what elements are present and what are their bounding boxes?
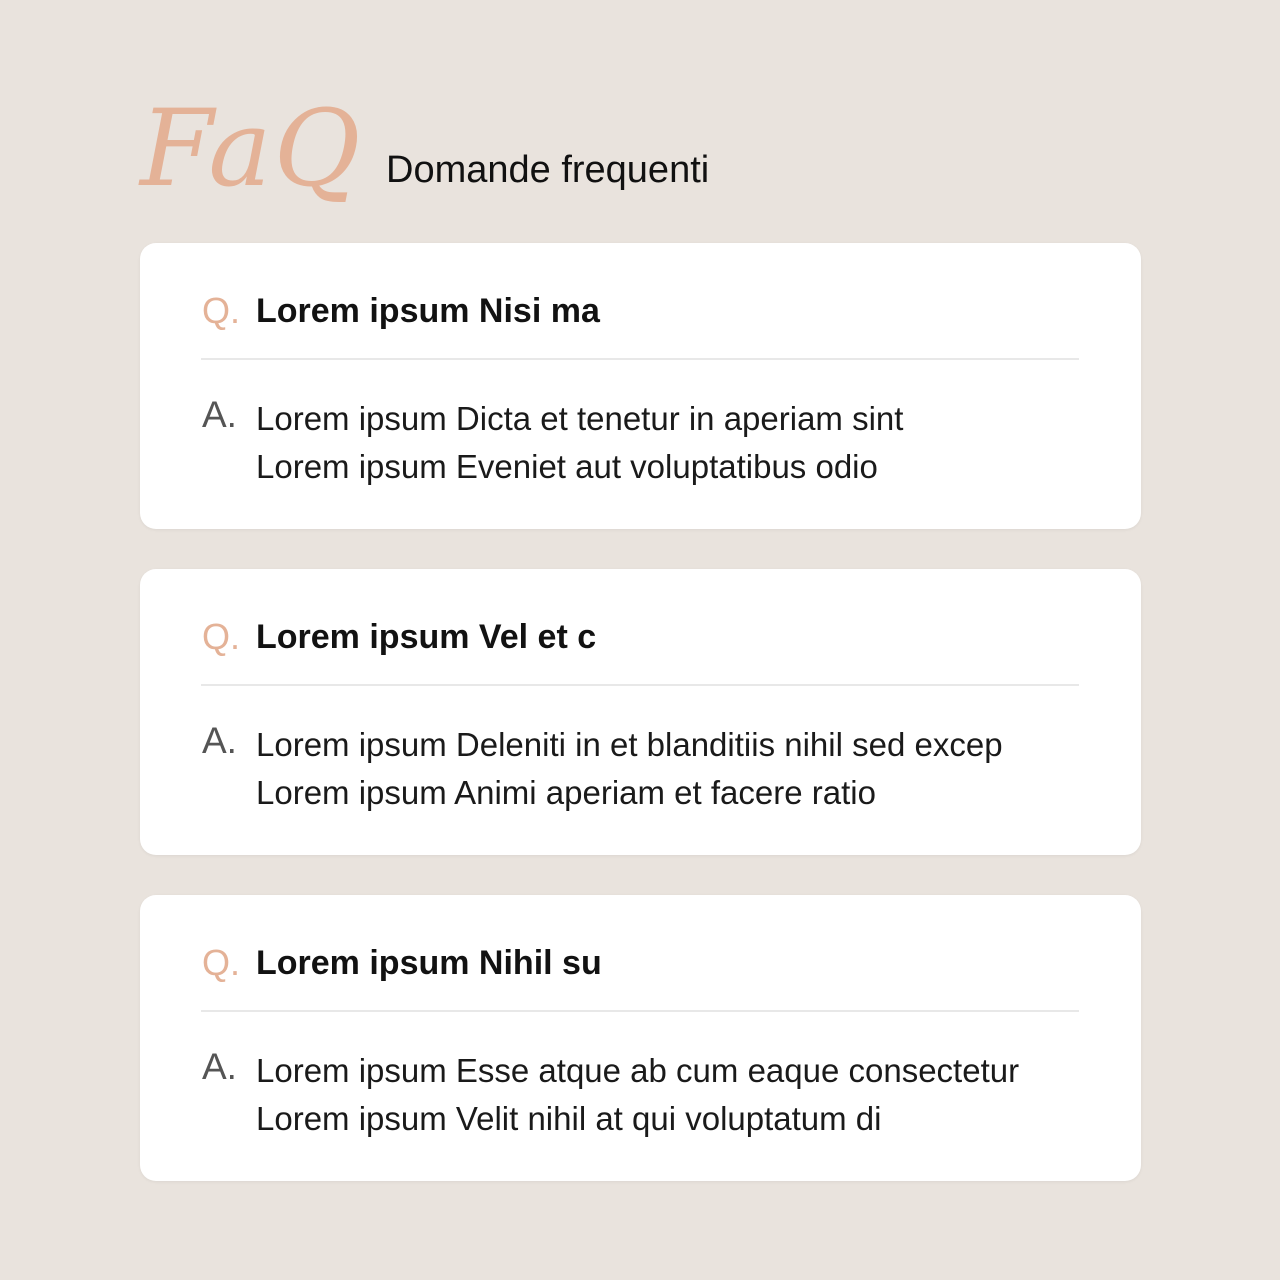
question-text: Lorem ipsum Nisi ma: [256, 292, 600, 330]
answer-marker: A.: [202, 720, 237, 761]
divider: [201, 358, 1079, 360]
page-subtitle: Domande frequenti: [386, 149, 710, 191]
page-header: [140, 87, 1140, 210]
divider: [201, 684, 1079, 686]
answer-marker: A.: [202, 394, 237, 435]
answer-line: Lorem ipsum Deleniti in et blanditiis nihil sed excep: [256, 726, 1003, 763]
question-text: Lorem ipsum Nihil su: [256, 944, 602, 982]
faq-card: [140, 569, 1141, 855]
question-marker: Q.: [202, 942, 241, 983]
answer-text: [256, 1047, 1116, 1143]
answer-text: [256, 721, 1116, 817]
answer-line: Lorem ipsum Dicta et tenetur in aperiam sint: [256, 400, 904, 437]
faq-card: [140, 243, 1141, 529]
faq-logo: FaQ: [140, 87, 363, 210]
answer-line: Lorem ipsum Esse atque ab cum eaque consectetur: [256, 1052, 1020, 1089]
divider: [201, 1010, 1079, 1012]
answer-marker: A.: [202, 1046, 237, 1087]
question-marker: Q.: [202, 290, 241, 331]
question-marker: Q.: [202, 616, 241, 657]
answer-line: Lorem ipsum Velit nihil at qui voluptatum di: [256, 1100, 882, 1137]
answer-text: [256, 395, 1116, 491]
answer-line: Lorem ipsum Eveniet aut voluptatibus odio: [256, 448, 878, 485]
faq-card: [140, 895, 1141, 1181]
question-text: Lorem ipsum Vel et c: [256, 618, 597, 656]
answer-line: Lorem ipsum Animi aperiam et facere ratio: [256, 774, 876, 811]
